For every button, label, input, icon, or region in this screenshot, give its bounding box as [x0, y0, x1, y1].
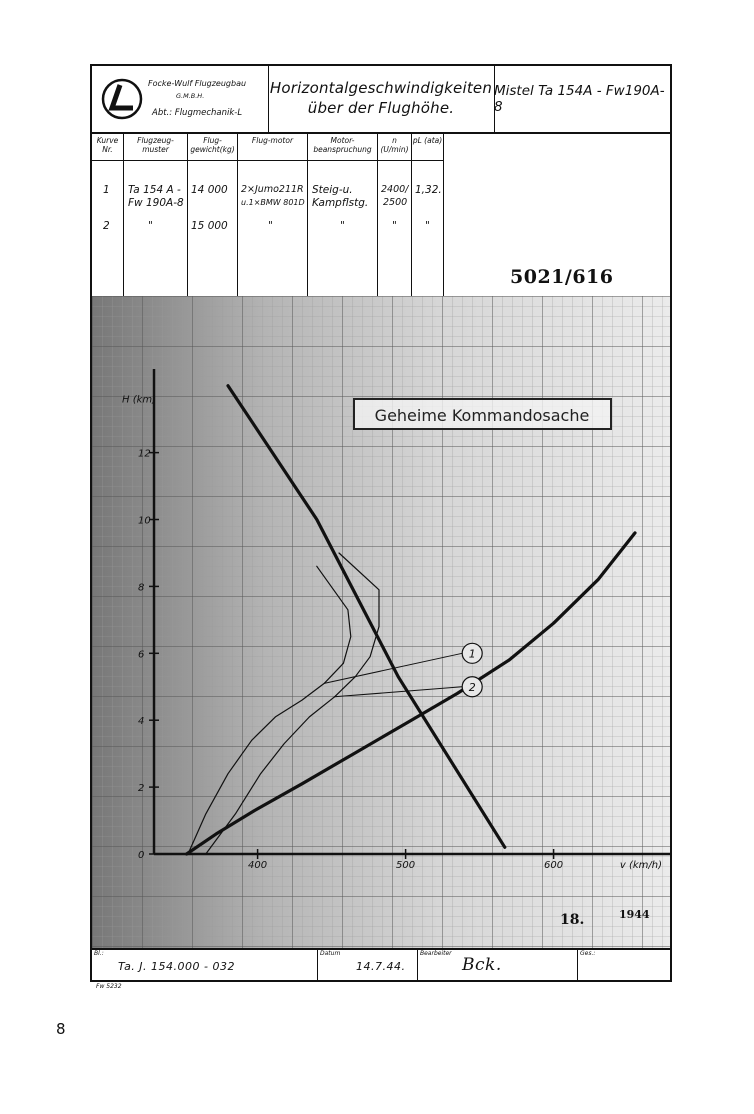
row1-motor-l2: u.1×BMW 801D [241, 198, 305, 207]
row2-kurve: 2 [103, 220, 110, 232]
y-tick-label: 10 [138, 515, 151, 527]
row2-pl: " [425, 220, 430, 232]
footer-bl [92, 950, 318, 982]
col-beanspruchung [308, 132, 378, 296]
y-tick-label: 4 [138, 716, 145, 728]
company-block [92, 66, 269, 132]
document-number: 5021/616 [510, 266, 614, 288]
company-form: G.M.B.H. [176, 92, 205, 100]
col-gewicht [188, 132, 238, 296]
footer-ges [578, 950, 670, 982]
footer-datum-label: Datum [320, 950, 341, 957]
x-tick-label: 500 [396, 860, 416, 871]
col-header-muster: Flugzeug-muster [137, 136, 174, 154]
y-tick-label: 2 [138, 783, 145, 795]
secret-stamp [354, 399, 611, 429]
row1-beanspruchung-l1: Steig-u. [312, 184, 353, 196]
stamp-date-year: 1944 [619, 908, 650, 921]
col-header-pl: pL (ata) [412, 136, 443, 145]
row1-beanspruchung-l2: Kampflstg. [312, 197, 369, 209]
y-tick-label: 8 [138, 582, 145, 594]
row2-beanspruchung: " [340, 220, 345, 232]
y-tick-label: 12 [138, 448, 151, 460]
footer-signature: Bck. [462, 955, 502, 975]
project-name: Mistel Ta 154A - Fw190A-8 [494, 83, 665, 115]
page-number: 8 [56, 1020, 66, 1038]
row1-gewicht: 14 000 [191, 184, 228, 196]
footer [92, 948, 670, 982]
row2-gewicht: 15 000 [191, 220, 228, 232]
col-kurve [92, 132, 124, 296]
footer-ges-label: Ges.: [580, 950, 596, 957]
row1-n-l2: 2500 [383, 197, 408, 208]
curve-label-1: 1 [468, 647, 476, 661]
y-tick-label: 6 [138, 649, 145, 661]
curve-label-2: 2 [468, 680, 476, 694]
col-header-motor: Flug-motor [251, 136, 294, 145]
company-department: Abt.: Flugmechanik-L [152, 108, 243, 118]
footer-bearbeiter [418, 950, 578, 982]
x-tick-label: 400 [248, 860, 268, 871]
chart [92, 296, 670, 948]
row1-muster-l2: Fw 190A-8 [128, 197, 184, 209]
y-axis-label: H (km) [122, 394, 157, 406]
col-motor [238, 132, 308, 296]
footer-bl-label: Bl.: [94, 950, 104, 957]
x-axis-label: v (km/h) [619, 860, 662, 871]
row1-motor-l1: 2×Jumo211R [241, 184, 304, 195]
row2-motor: " [268, 220, 273, 232]
chart-sheet [90, 64, 672, 982]
col-muster [124, 132, 188, 296]
footer-bl-value: Ta. J. 154.000 - 032 [118, 960, 235, 973]
col-header-kurve: Kurve Nr. [96, 136, 119, 154]
secret-stamp-text: Geheime Kommandosache [374, 406, 590, 425]
stamp-date-day: 18. [560, 912, 585, 928]
col-header-gewicht: Flug-gewicht(kg) [190, 136, 235, 154]
form-code: Fw 5232 [96, 983, 122, 990]
row1-pl: 1,32. [415, 184, 442, 196]
chart-title [268, 66, 495, 132]
plot-area [92, 296, 670, 948]
company-name: Focke-Wulf Flugzeugbau [148, 79, 247, 88]
footer-bearbeiter-label: Bearbeiter [420, 950, 452, 957]
row2-muster: " [148, 220, 153, 232]
col-header-n: n (U/min) [380, 136, 409, 154]
footer-datum [318, 950, 418, 982]
header [92, 66, 670, 134]
row1-n-l1: 2400/ [381, 184, 409, 195]
title-line-1: Horizontalgeschwindigkeiten [269, 79, 493, 97]
specification-table [92, 132, 670, 298]
table-header-rule [92, 160, 444, 161]
col-header-beanspruchung: Motor-beanspruchung [313, 136, 372, 154]
footer-datum-value: 14.7.44. [356, 960, 406, 973]
y-tick-label: 0 [138, 850, 145, 861]
col-n [378, 132, 412, 296]
row1-muster-l1: Ta 154 A - [128, 184, 181, 196]
focke-wulf-logo-icon [100, 77, 144, 121]
row2-n: " [392, 220, 397, 232]
title-line-2: über der Flughöhe. [307, 99, 455, 117]
row1-kurve: 1 [103, 184, 110, 196]
x-tick-label: 600 [544, 860, 564, 871]
col-pl [412, 132, 444, 296]
